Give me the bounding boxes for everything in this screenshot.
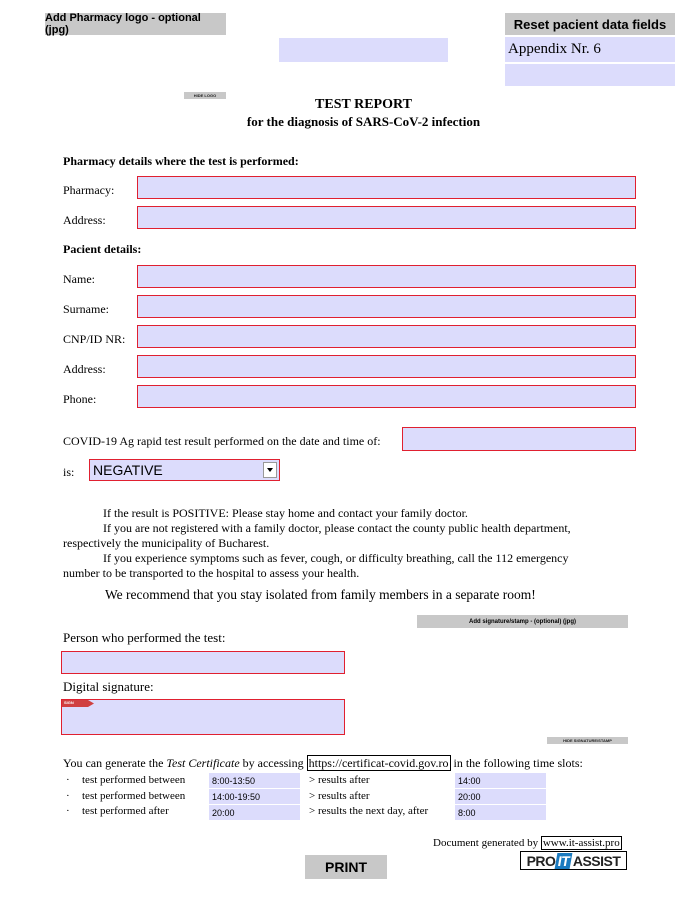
slot-bullet: · [66, 805, 70, 817]
slot-result-label: > results after [309, 774, 370, 786]
logo-assist: ASSIST [572, 852, 621, 869]
slot-bullet: · [66, 790, 70, 802]
result-is-label: is: [63, 465, 75, 479]
certificate-text-italic: Test Certificate [166, 756, 240, 770]
sign-tag-label: SIGN [64, 700, 74, 705]
result-date-field[interactable] [402, 427, 636, 451]
cnp-label: CNP/ID NR: [63, 332, 126, 346]
pharmacy-address-field[interactable] [137, 206, 636, 229]
surname-label: Surname: [63, 302, 109, 316]
slot-result-label: > results after [309, 790, 370, 802]
logo-pro: PRO [526, 852, 556, 869]
advice-symptoms-1: If you experience symptoms such as fever, cough, or difficulty breathing, call the 112 emergency [103, 551, 569, 565]
name-field[interactable] [137, 265, 636, 288]
reset-pacient-fields-button[interactable]: Reset pacient data fields [505, 13, 675, 35]
performer-label: Person who performed the test: [63, 630, 226, 645]
result-select-value: NEGATIVE [93, 462, 163, 478]
result-select[interactable] [89, 459, 280, 481]
appendix-extra-field[interactable] [505, 64, 675, 86]
print-button[interactable]: PRINT [305, 855, 387, 879]
chevron-down-icon[interactable] [263, 462, 277, 478]
phone-field[interactable] [137, 385, 636, 408]
logo-it: IT [556, 852, 572, 869]
result-date-label: COVID-19 Ag rapid test result performed on the date and time of: [63, 434, 381, 448]
report-subtitle: for the diagnosis of SARS-CoV-2 infection [246, 114, 481, 129]
advice-no-doctor-2: respectively the municipality of Bucharest. [63, 536, 270, 550]
slot-label: test performed between [82, 790, 186, 802]
pacient-heading: Pacient details: [63, 242, 142, 256]
digital-signature-label: Digital signature: [63, 679, 154, 694]
slot-result-time-field[interactable]: 20:00 [455, 789, 546, 804]
sign-tag[interactable] [62, 700, 94, 707]
slot-time-field[interactable]: 14:00-19:50 [209, 789, 300, 804]
pacient-address-label: Address: [63, 362, 106, 376]
digital-signature-field[interactable] [61, 699, 345, 735]
pharmacy-address-label: Address: [63, 213, 106, 227]
slot-time-field[interactable]: 8:00-13:50 [209, 773, 300, 788]
advice-symptoms-2: number to be transported to the hospital to assess your health. [63, 566, 360, 580]
certificate-text-after: in the following time slots: [450, 756, 583, 770]
appendix-box [505, 37, 675, 62]
proitassist-logo [520, 851, 627, 870]
generated-by-text: Document generated by [433, 837, 539, 849]
generated-by [433, 837, 622, 849]
advice-recommend: We recommend that you stay isolated from family members in a separate room! [105, 587, 536, 602]
slot-result-time-field[interactable]: 8:00 [455, 805, 546, 820]
pharmacy-field[interactable] [137, 176, 636, 199]
pacient-address-field[interactable] [137, 355, 636, 378]
add-signature-button[interactable]: Add signature/stamp - (optional) (jpg) [417, 615, 628, 628]
slot-bullet: · [66, 774, 70, 786]
phone-label: Phone: [63, 392, 97, 406]
name-label: Name: [63, 272, 95, 286]
certificate-link[interactable]: https://certificat-covid.gov.ro [308, 756, 449, 770]
pharmacy-label: Pharmacy: [63, 183, 115, 197]
generated-by-link[interactable]: www.it-assist.pro [542, 837, 620, 849]
slot-result-label: > results the next day, after [309, 805, 429, 817]
slot-label: test performed between [82, 774, 186, 786]
report-title: TEST REPORT [315, 97, 412, 112]
hide-signature-button[interactable]: HIDE SIGNATURE/STAMP [547, 737, 628, 744]
logo-placeholder-field[interactable] [279, 38, 448, 62]
certificate-sentence [63, 756, 583, 771]
appendix-label: Appendix Nr. 6 [508, 41, 601, 57]
certificate-text-middle: by accessing [239, 756, 307, 770]
slot-time-field[interactable]: 20:00 [209, 805, 300, 820]
surname-field[interactable] [137, 295, 636, 318]
pharmacy-heading: Pharmacy details where the test is performed: [63, 154, 299, 168]
certificate-text-before: You can generate the [63, 756, 167, 770]
slot-label: test performed after [82, 805, 169, 817]
performer-field[interactable] [61, 651, 345, 674]
add-logo-button[interactable]: Add Pharmacy logo - optional (jpg) [45, 13, 226, 35]
advice-no-doctor-1: If you are not registered with a family doctor, please contact the county public health department, [103, 521, 571, 535]
hide-logo-button[interactable]: HIDE LOGO [184, 92, 226, 99]
cnp-field[interactable] [137, 325, 636, 348]
slot-result-time-field[interactable]: 14:00 [455, 773, 546, 788]
advice-positive: If the result is POSITIVE: Please stay home and contact your family doctor. [103, 506, 468, 520]
